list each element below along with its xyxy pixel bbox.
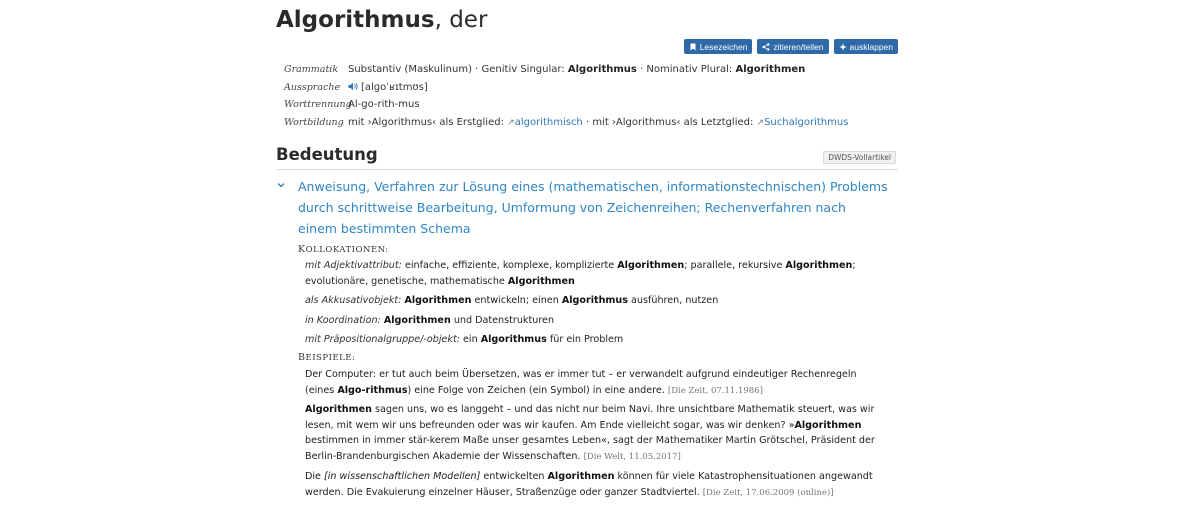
collocation-keyword: Algorithmus (561, 295, 628, 306)
pronunciation-value (348, 79, 428, 97)
collocation-type: als Akkusativobjekt: (305, 295, 402, 306)
example-text: können für viele Katastrophensituationen angewandt werden. Die Evakuierung einzelner Häuser, Straßenzüge oder ganzer Stadtviertel. (305, 471, 873, 498)
collocation-keyword: Algorithmen (617, 260, 685, 271)
hyphenation-row (284, 96, 848, 114)
grammar-value (348, 61, 805, 79)
grammar-row (284, 61, 848, 79)
collocation-item (305, 332, 885, 348)
word-formation-label: Wortbildung (284, 116, 344, 128)
example-text: ) eine Folge von Zeichen (ein Symbol) in eine andere. (407, 384, 668, 396)
example-text: Die (305, 471, 325, 482)
collocation-keyword: Algorithmen (507, 275, 575, 287)
example-keyword: Algorithmen (305, 404, 372, 415)
example-keyword: Algo-rithmus (337, 384, 408, 396)
example-keyword: Algorithmen (794, 419, 862, 431)
examples-label (298, 352, 355, 363)
speaker-icon[interactable] (348, 82, 359, 91)
link-suchalgorithmus[interactable]: Suchalgorithmus (764, 116, 849, 128)
meaning-heading: Bedeutung (276, 145, 378, 164)
collocation-keyword: Algorithmen (404, 295, 472, 306)
example-text: Der Computer: er tut auch beim Übersetzen, was er immer tut – er verwandelt aufgrund eindeutiger Rechenregeln (eines (305, 369, 857, 396)
cite-share-button[interactable] (757, 39, 828, 54)
pronunciation-label: Aussprache (284, 81, 341, 93)
collocation-type: mit Präpositionalgruppe/-objekt: (305, 334, 460, 345)
grammar-text: · Nominativ Plural: (636, 64, 736, 75)
collocation-type: mit Adjektivattribut: (305, 260, 402, 271)
word-formation-text: · mit ›Algorithmus‹ als Letztglied: (582, 116, 757, 128)
collocation-text: ausführen, nutzen (627, 295, 719, 306)
grammar-table (284, 61, 848, 132)
hyphenation-value: Al-go-rith-mus (348, 99, 420, 110)
bookmark-button[interactable] (684, 39, 753, 54)
cite-share-label: zitieren/teilen (773, 41, 824, 52)
collocation-type: in Koordination: (305, 315, 381, 326)
collocation-keyword: Algorithmen (383, 315, 451, 326)
example-source: [Die Welt, 11.05.2017] (583, 451, 681, 462)
page-title (276, 5, 487, 35)
entry-toolbar (684, 39, 898, 54)
collocation-item (305, 293, 885, 309)
examples-label-rest: EISPIELE: (305, 353, 356, 363)
example-keyword: Algorithmen (547, 471, 615, 482)
collocation-text: entwickeln; einen (471, 295, 562, 306)
collocation-keyword: Algorithmus (480, 334, 547, 345)
collocation-text: ein (459, 334, 481, 345)
ipa-transcription: [alɡoˈʁɪtmʊs] (361, 81, 428, 93)
expand-icon (839, 43, 847, 51)
collocation-text: und Datenstrukturen (450, 315, 555, 326)
share-icon (762, 43, 770, 51)
hyphenation-label: Worttrennung (284, 99, 352, 110)
example-text: sagen uns, wo es langgeht – und das nicht nur beim Navi. Ihre unsichtbare Mathematik steuert, was wir lesen, mit wem wir uns befreunden oder was wir kaufen. Am Ende vielleicht sogar, was wir denken? » (305, 404, 875, 431)
collocation-text: ; evolutionäre, genetische, mathematische (305, 260, 856, 287)
collocation-text: für ein Problem (546, 334, 624, 345)
grammar-label: Grammatik (284, 64, 339, 75)
expand-button[interactable] (834, 39, 898, 54)
word-formation-row (284, 114, 848, 133)
example-annotation: [in wissenschaftlichen Modellen] (324, 471, 481, 482)
link-arrow-icon: ↗ (507, 117, 515, 128)
bookmark-icon (689, 43, 697, 51)
plural-form: Algorithmen (735, 64, 806, 75)
example-item (305, 402, 885, 465)
word-formation-value (348, 114, 848, 133)
collocation-keyword: Algorithmen (785, 260, 853, 271)
link-algorithmisch[interactable]: algorithmisch (514, 116, 583, 128)
expand-label: ausklappen (849, 41, 893, 52)
meaning-section-header (276, 143, 898, 170)
chevron-down-icon[interactable] (276, 180, 286, 190)
example-source: [Die Zeit, 07.11.1986] (667, 385, 763, 396)
example-item (305, 367, 885, 399)
example-source: [Die Zeit, 17.06.2009 (online)] (702, 487, 834, 498)
genitive-form: Algorithmus (567, 64, 637, 75)
collocation-item (305, 258, 885, 289)
lemma: Algorithmus (276, 7, 435, 33)
meaning-definition[interactable]: Anweisung, Verfahren zur Lösung eines (mathematischen, informationstechnischen) Problems durch schrittweise Bearbeitung, Umformung von Zeichenreihen; Rechenverfahren nach einem bestimmten Schema (298, 179, 888, 236)
examples-label-initial: B (298, 352, 306, 363)
collocation-item (305, 313, 885, 329)
gender: , der (434, 7, 488, 33)
collocations-label-rest: OLLOKATIONEN: (305, 245, 389, 255)
bookmark-label: Lesezeichen (699, 41, 748, 52)
example-text: entwickelten (480, 471, 548, 482)
collocation-text: einfache, effiziente, komplexe, komplizierte (401, 260, 618, 271)
collocations-label-initial: K (298, 244, 306, 255)
example-text: bestimmen in immer stär-kerem Maße unser gesamtes Leben«, sagt der Mathematiker Martin Grötschel, Präsident der Berlin-Brandenburgischen Akademie der Wissenschaften. (305, 435, 875, 462)
example-item (305, 469, 885, 501)
grammar-text: Substantiv (Maskulinum) · Genitiv Singular: (348, 64, 568, 75)
word-formation-text: mit ›Algorithmus‹ als Erstglied: (348, 116, 508, 128)
link-arrow-icon: ↗ (756, 117, 765, 128)
collocation-text: ; parallele, rekursive (684, 260, 786, 271)
pronunciation-row (284, 79, 848, 97)
dwds-badge: DWDS-Vollartikel (823, 151, 896, 164)
collocations-label (298, 244, 389, 255)
